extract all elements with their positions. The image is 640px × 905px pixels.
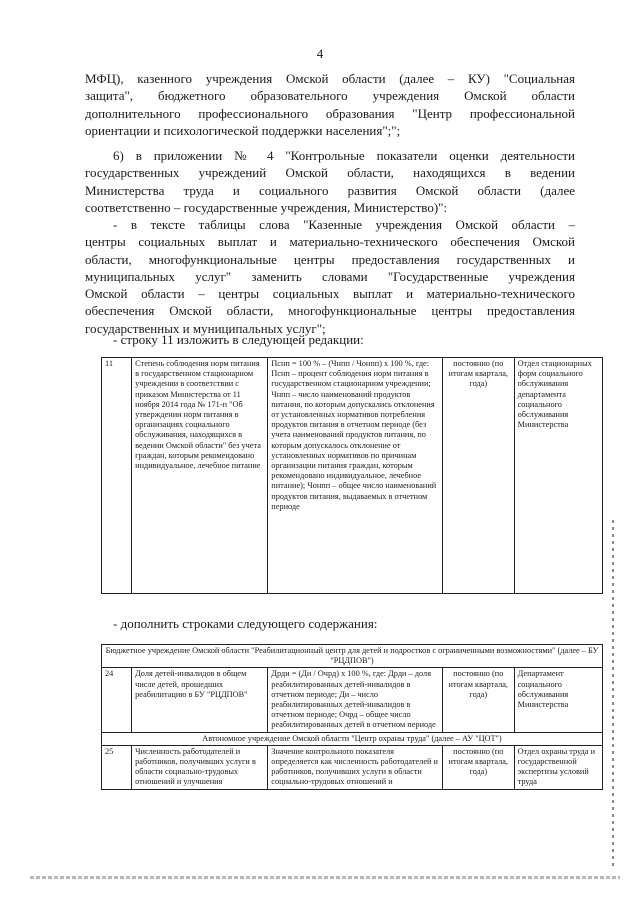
paragraph-line: центры социальных выплат и материально-технического обеспечения Омской xyxy=(85,234,575,250)
page-number: 4 xyxy=(316,46,324,61)
paragraph-replace-words xyxy=(85,216,575,337)
table-cell-num: 11 xyxy=(102,358,132,594)
paragraph-intro xyxy=(85,70,575,139)
table-section-header xyxy=(102,732,603,745)
table-row xyxy=(102,745,603,789)
paragraph-line: муниципальных услуг" заменить словами "Государственные учреждения xyxy=(85,268,575,284)
table-cell-indicator: Численность работодателей и работников, получивших услуги в области социально-трудовых отношений и улучшения xyxy=(132,745,268,789)
table-cell-indicator: Доля детей-инвалидов в общем числе детей, прошедших реабилитацию в БУ "РЦДПОВ" xyxy=(132,668,268,732)
paragraph-add-rows xyxy=(85,615,575,632)
scan-artifact-edge xyxy=(612,520,614,870)
section-header-cot: Автономное учреждение Омской области "Центр охраны труда" (далее – АУ "ЦОТ") xyxy=(102,732,603,745)
table-cell-indicator: Степень соблюдения норм питания в государственном стационарном учреждении в соответствии с приказом Министерства от 11 ноября 2014 года № 171-п "Об утверждении норм питания в организациях социального обслуживания, находящихся в ведении Омской области" без учета граждан, которым рекомендовано индивидуальное, лечебное питание xyxy=(132,358,268,594)
table-cell-formula: Пснп = 100 % – (Чнпп / Чонпп) х 100 %, где: Пснп – процент соблюдения норм питания в государственном стационарном учреждении; Чнпп – число наименований продуктов питания, по которым допускались отклонения от установленных нормативов потребления продуктов питания в отчетном периоде (без учета наименований продуктов питания, по которым допускалось отклонение от установленных нормативов по причинам организации питания граждан, которым рекомендовано индивидуальное, лечебное питание); Чонпп – общее число наименований продуктов питания, выдаваемых в отчетном периоде xyxy=(268,358,443,594)
table-cell-period: постоянно (по итогам квартала, года) xyxy=(442,668,514,732)
paragraph-line: Омской области – центры социальных выплат и материально-технического xyxy=(85,286,575,302)
paragraph-line: 6) в приложении № 4 "Контрольные показатели оценки деятельности xyxy=(113,148,575,163)
paragraph-line: государственных и муниципальных услуг"; xyxy=(85,320,326,336)
table-cell-num: 24 xyxy=(102,668,132,732)
paragraph-line: МФЦ), казенного учреждения Омской области (далее – КУ) "Социальная xyxy=(85,71,575,86)
paragraph-line: - строку 11 изложить в следующей редакции: xyxy=(113,332,364,347)
scan-artifact-bottom xyxy=(30,876,620,879)
paragraph-line: защита", бюджетного образовательного учреждения Омской области xyxy=(85,88,575,104)
table-cell-responsible: Отдел охраны труда и государственной экспертизы условий труда xyxy=(514,745,602,789)
paragraph-item-6 xyxy=(85,147,575,216)
paragraph-line: - дополнить строками следующего содержания: xyxy=(113,616,378,631)
table-row xyxy=(102,668,603,732)
paragraph-line: ориентации и психологической поддержки населения";"; xyxy=(85,122,401,138)
paragraph-line: Министерства труда и социального развития Омской области (далее xyxy=(85,182,575,198)
table-cell-period: постоянно (по итогам квартала, года) xyxy=(442,358,514,594)
paragraph-line: - в тексте таблицы слова "Казенные учреждения Омской области – xyxy=(113,217,575,232)
table-cell-formula: Дрди = (Ди / Очрд) х 100 %, где: Дрди – доля реабилитированных детей-инвалидов в отчетном периоде; Ди – число реабилитированных детей-инвалидов в отчетном периоде; Очрд – общее число реабилитированных детей в отчетном периоде xyxy=(268,668,443,732)
paragraph-line: соответственно – государственные учреждения, Министерство)": xyxy=(85,199,448,215)
table-section-header xyxy=(102,645,603,668)
paragraph-line: дополнительного профессионального образования "Центр профессиональной xyxy=(85,105,575,121)
table-cell-responsible: Отдел стационарных форм социального обслуживания департамента социального обслуживания Министерства xyxy=(514,358,602,594)
paragraph-line: области, многофункциональные центры предоставления государственных и xyxy=(85,251,575,267)
table-cell-period: постоянно (по итогам квартала, года) xyxy=(442,745,514,789)
table-row xyxy=(102,358,603,594)
paragraph-row-11 xyxy=(85,331,575,348)
table-new-rows xyxy=(101,644,603,790)
section-header-rcdpov: Бюджетное учреждение Омской области "Реабилитационный центр для детей и подростков с ограниченными возможностями" (далее – БУ "РЦДПОВ") xyxy=(102,645,603,668)
paragraph-line: обеспечения Омской области, многофункциональные центры предоставления xyxy=(85,303,575,319)
paragraph-line: государственных учреждений Омской области, находящихся в ведении xyxy=(85,165,575,181)
table-row-11 xyxy=(101,357,603,594)
table-cell-formula: Значение контрольного показателя определяется как численность работодателей и работников, получивших услуги в области социально-трудовых отношений и xyxy=(268,745,443,789)
table-cell-num: 25 xyxy=(102,745,132,789)
table-cell-responsible: Департамент социального обслуживания Министерства xyxy=(514,668,602,732)
